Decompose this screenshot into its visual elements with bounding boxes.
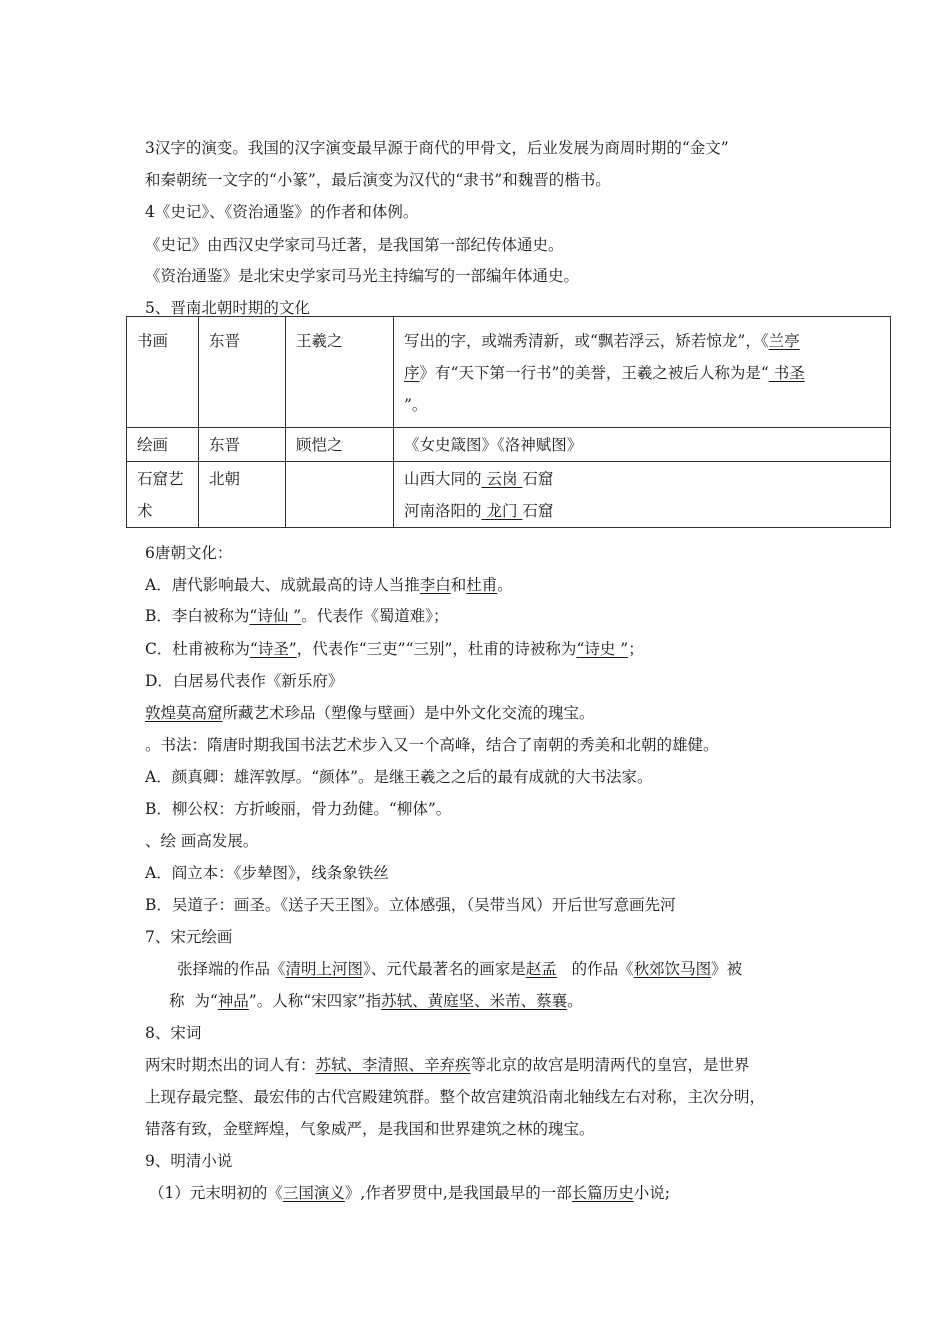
cell-text: 》有“天下第一行书”的美誉，王羲之被后人称为是“ — [419, 364, 769, 382]
heading-mingqing: 9、明清小说 — [145, 1152, 233, 1170]
text: 》,作者罗贯中,是我国最早的一部 — [344, 1184, 572, 1202]
underlined-answer: 敦煌莫高窟 — [145, 704, 223, 722]
underlined-answer: 云岗 — [481, 470, 523, 488]
underlined-answer: 龙门 — [481, 502, 523, 520]
table-cell: 东晋 — [199, 428, 286, 462]
underlined-answer: 序 — [404, 364, 420, 382]
item-tang-a — [145, 575, 513, 595]
table-row — [127, 428, 891, 462]
paragraph-songci-2: 上现存最完整、最宏伟的古代宫殿建筑群。整个故宫建筑沿南北轴线左右对称，主次分明， — [145, 1088, 766, 1106]
table-cell — [394, 317, 891, 428]
table-row — [127, 462, 891, 528]
heading-songci: 8、宋词 — [145, 1024, 202, 1042]
item-tang-b — [145, 606, 448, 626]
underlined-answer: “诗仙 ” — [249, 607, 302, 625]
table-cell: 东晋 — [199, 317, 286, 428]
paragraph-songci-3: 错落有致，金壁辉煌，气象威严，是我国和世界建筑之林的瑰宝。 — [145, 1120, 595, 1138]
text: 所藏艺术珍品（塑像与壁画）是中外文化交流的瑰宝。 — [222, 704, 595, 722]
cell-text: 河南洛阳的 — [404, 502, 482, 520]
underlined-answer: 秋郊饮马图 — [633, 960, 712, 978]
text: B．李白被称为 — [145, 607, 250, 625]
culture-table — [126, 316, 891, 528]
underlined-answer: 赵孟 — [525, 960, 557, 978]
table-cell: 王羲之 — [286, 317, 394, 428]
underlined-answer: 杜甫 — [466, 576, 498, 594]
text: ； — [628, 640, 644, 658]
cell-text: 石窟 — [522, 502, 554, 520]
paragraph-huihua: 、绘 画高发展。 — [145, 832, 259, 850]
paragraph-hanzi-1: 3汉字的演变。我国的汉字演变最早源于商代的甲骨文，后业发展为商周时期的“金文” — [145, 139, 729, 157]
text: 。 — [567, 992, 583, 1010]
paragraph-mingqing-1 — [149, 1183, 670, 1203]
underlined-answer: “诗史 ” — [576, 640, 629, 658]
cell-text: 石窟 — [522, 470, 554, 488]
text: 称 为“ — [169, 992, 218, 1010]
item-tang-d: D．白居易代表作《新乐府》 — [145, 672, 344, 690]
heading-shiji: 4《史记》、《资治通鉴》的作者和体例。 — [145, 203, 419, 221]
text: 的作品《 — [556, 960, 634, 978]
cell-text: 写出的字，或端秀清新，或“飘若浮云，矫若惊龙”， — [404, 332, 761, 350]
text: 》、元代最著名的画家是 — [363, 960, 526, 978]
paragraph-hanzi-2: 和秦朝统一文字的“小篆”，最后演变为汉代的“隶书”和魏晋的楷书。 — [145, 171, 611, 189]
underlined-answer: 苏轼、黄庭坚、米芾、蔡襄 — [381, 992, 568, 1010]
table-cell: 北朝 — [199, 462, 286, 528]
text: 。代表作《蜀道难》； — [301, 607, 449, 625]
table-cell: 顾恺之 — [286, 428, 394, 462]
paragraph-dunhuang — [145, 703, 595, 723]
text: 等北京的故宫是明清两代的皇宫，是世界 — [470, 1056, 750, 1074]
heading-songyuan: 7、宋元绘画 — [145, 928, 233, 946]
underlined-answer: 书圣 — [768, 364, 805, 382]
text: ”。人称“宋四家”指 — [248, 992, 382, 1010]
text: 。 — [497, 576, 513, 594]
text: （1）元末明初的《 — [149, 1184, 283, 1202]
underlined-answer: 神品 — [217, 992, 249, 1010]
underlined-answer: 李白 — [419, 576, 451, 594]
underlined-answer: “诗圣” — [249, 640, 297, 658]
table-cell — [286, 462, 394, 528]
text: ，代表作“三吏”“三别”，杜甫的诗被称为 — [296, 640, 577, 658]
item-huihua-a: A．阎立本：《步辇图》，线条象铁丝 — [145, 864, 389, 882]
underlined-answer: 清明上河图 — [285, 960, 364, 978]
cell-text: ”。 — [404, 396, 428, 414]
cell-text: 山西大同的 — [404, 470, 482, 488]
paragraph-songci-1 — [145, 1055, 750, 1075]
text: 和 — [450, 576, 467, 594]
paragraph-shufa: 。书法：隋唐时期我国书法艺术步入又一个高峰，结合了南朝的秀美和北朝的雄健。 — [145, 736, 719, 754]
cell-text: 《 — [760, 332, 769, 350]
text: 两宋时期杰出的词人有： — [145, 1056, 316, 1074]
underlined-answer: 长篇历史 — [571, 1184, 634, 1202]
item-shufa-a: A．颜真卿：雄浑敦厚。“颜体”。是继王羲之之后的最有成就的大书法家。 — [145, 768, 653, 786]
paragraph-zizhitongjian: 《资治通鉴》是北宋史学家司马光主持编写的一部编年体通史。 — [145, 267, 580, 285]
text: 》被 — [711, 960, 743, 978]
underlined-answer: 兰亭 — [768, 332, 800, 350]
item-huihua-b: B．吴道子：画圣。《送子天王图》。立体感强，（吴带当风）开后世写意画先河 — [145, 896, 676, 914]
text: C．杜甫被称为 — [145, 640, 250, 658]
underlined-answer: 三国演义 — [282, 1184, 345, 1202]
paragraph-songyuan-1 — [177, 959, 742, 979]
paragraph-songyuan-2 — [169, 991, 583, 1011]
item-shufa-b: B．柳公权：方折峻丽，骨力劲健。“柳体”。 — [145, 800, 452, 818]
heading-jin-nanbei: 5、晋南北朝时期的文化 — [145, 299, 310, 317]
text: 张择端的作品《 — [177, 960, 286, 978]
heading-tang: 6唐朝文化： — [145, 544, 233, 562]
table-cell: 绘画 — [127, 428, 199, 462]
text: 小说; — [633, 1184, 670, 1202]
paragraph-shiji: 《史记》由西汉史学家司马迁著，是我国第一部纪传体通史。 — [145, 236, 564, 254]
table-cell: 《女史箴图》《洛神赋图》 — [394, 428, 891, 462]
item-tang-c — [145, 639, 644, 659]
text: A．唐代影响最大、成就最高的诗人当推 — [145, 576, 420, 594]
underlined-answer: 苏轼、李清照、辛弃疾 — [315, 1056, 471, 1074]
table-cell: 石窟艺术 — [127, 462, 199, 528]
table-cell: 书画 — [127, 317, 199, 428]
table-cell — [394, 462, 891, 528]
table-row — [127, 317, 891, 428]
